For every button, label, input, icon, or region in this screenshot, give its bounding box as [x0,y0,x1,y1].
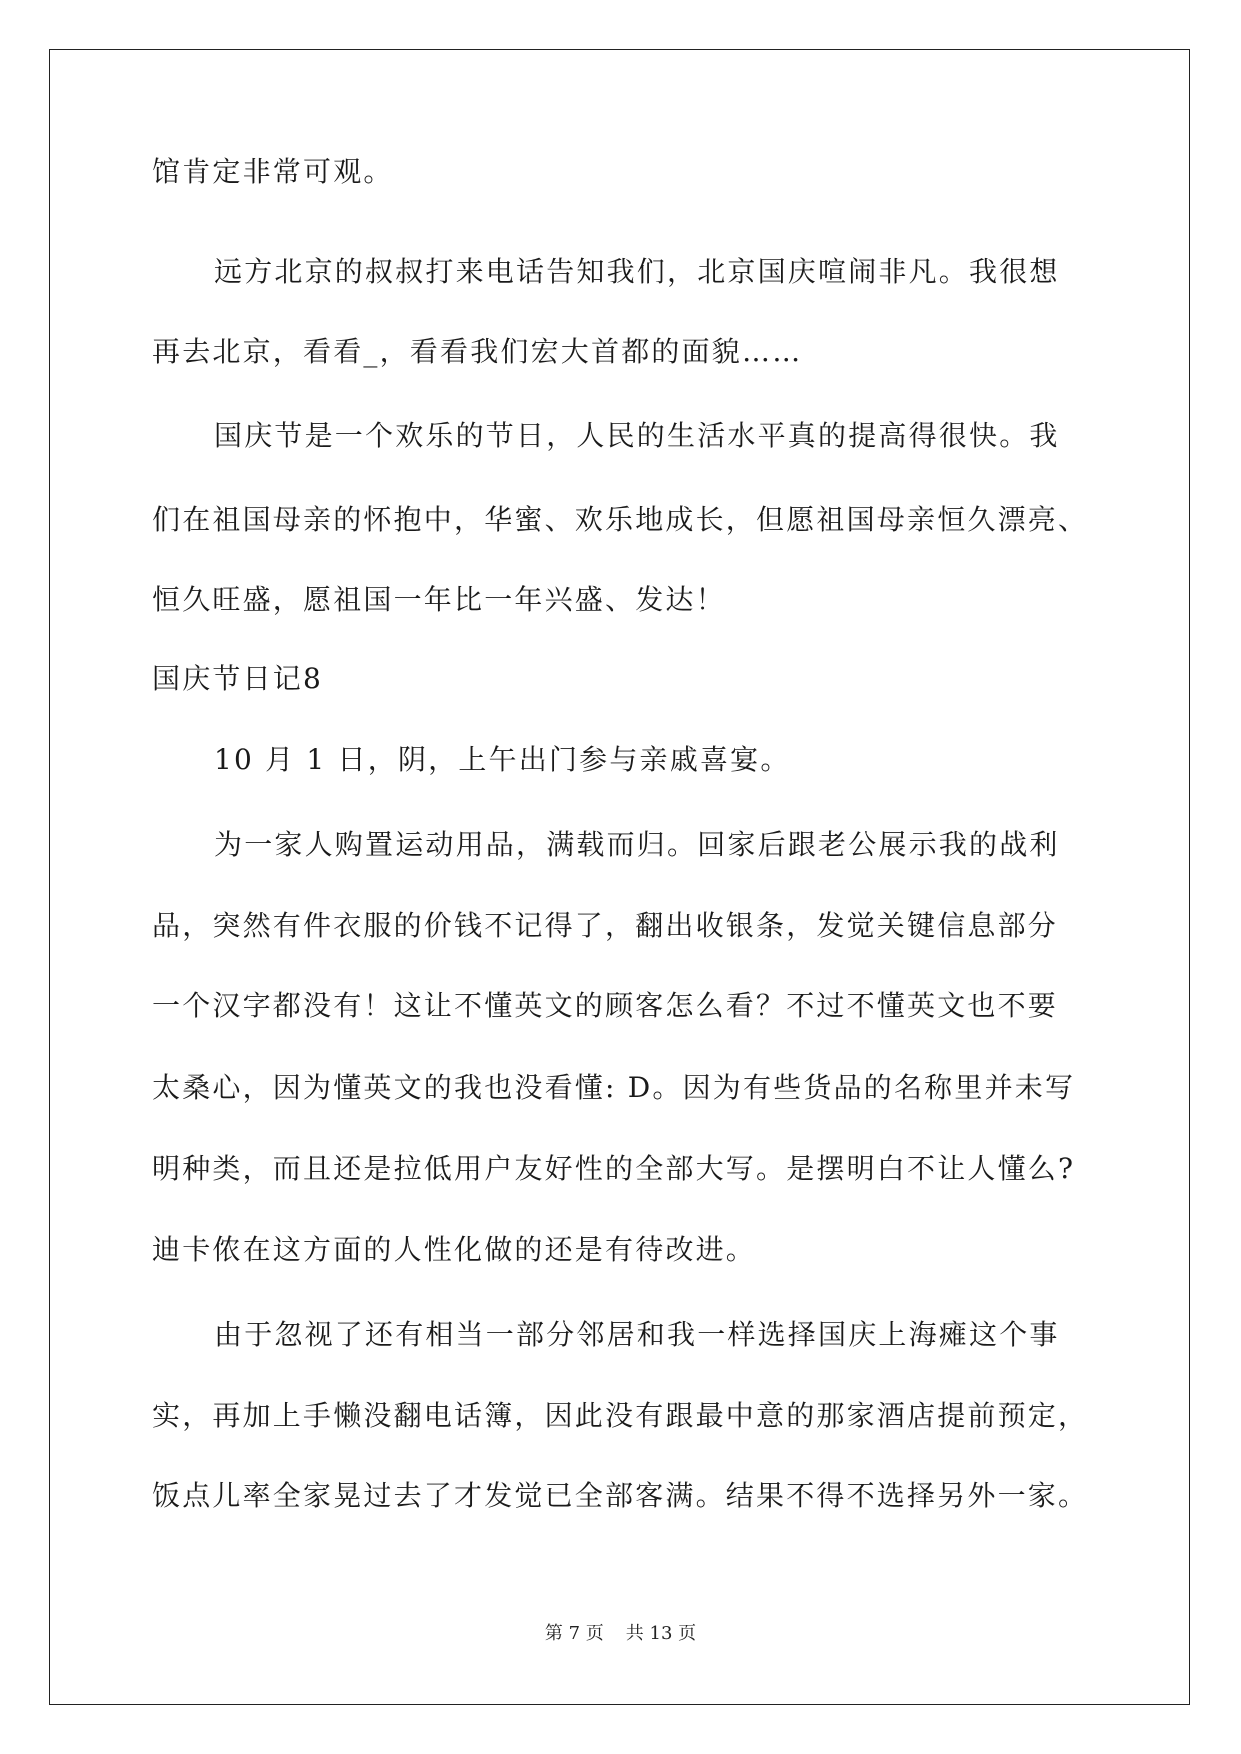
paragraph-line: 再去北京，看看_，看看我们宏大首都的面貌…… [152,335,803,368]
paragraph-line: 国庆节是一个欢乐的节日，人民的生活水平真的提高得很快。我 [214,419,1060,452]
page-footer [0,1622,1241,1646]
paragraph-line: 太桑心，因为懂英文的我也没看懂: D。因为有些货品的名称里并未写 [152,1071,1076,1104]
paragraph-line: 10 月 1 日，阴，上午出门参与亲戚喜宴。 [214,743,791,776]
section-heading: 国庆节日记8 [152,662,324,695]
paragraph-line: 明种类，而且还是拉低用户友好性的全部大写。是摆明白不让人懂么? [152,1152,1076,1185]
paragraph-line: 馆肯定非常可观。 [152,155,394,188]
paragraph-line: 们在祖国母亲的怀抱中，华蜜、欢乐地成长，但愿祖国母亲恒久漂亮、 [152,503,1089,536]
paragraph-line: 远方北京的叔叔打来电话告知我们，北京国庆喧闹非凡。我很想 [214,255,1060,288]
page-number: 第 7 页 [544,1623,604,1644]
paragraph-line: 由于忽视了还有相当一部分邻居和我一样选择国庆上海瘫这个事 [214,1318,1060,1351]
paragraph-line: 饭点儿率全家晃过去了才发觉已全部客满。结果不得不选择另外一家。 [152,1479,1089,1512]
paragraph-line: 实，再加上手懒没翻电话簿，因此没有跟最中意的那家酒店提前预定， [152,1399,1089,1432]
page-total: 共 13 页 [625,1623,697,1644]
paragraph-line: 品，突然有件衣服的价钱不记得了，翻出收银条，发觉关键信息部分 [152,909,1059,942]
paragraph-line: 迪卡侬在这方面的人性化做的还是有待改进。 [152,1233,757,1266]
paragraph-line: 为一家人购置运动用品，满载而归。回家后跟老公展示我的战利 [214,828,1060,861]
page-border [49,49,1190,1705]
paragraph-line: 一个汉字都没有！这让不懂英文的顾客怎么看？不过不懂英文也不要 [152,989,1059,1022]
paragraph-line: 恒久旺盛，愿祖国一年比一年兴盛、发达！ [152,583,726,616]
